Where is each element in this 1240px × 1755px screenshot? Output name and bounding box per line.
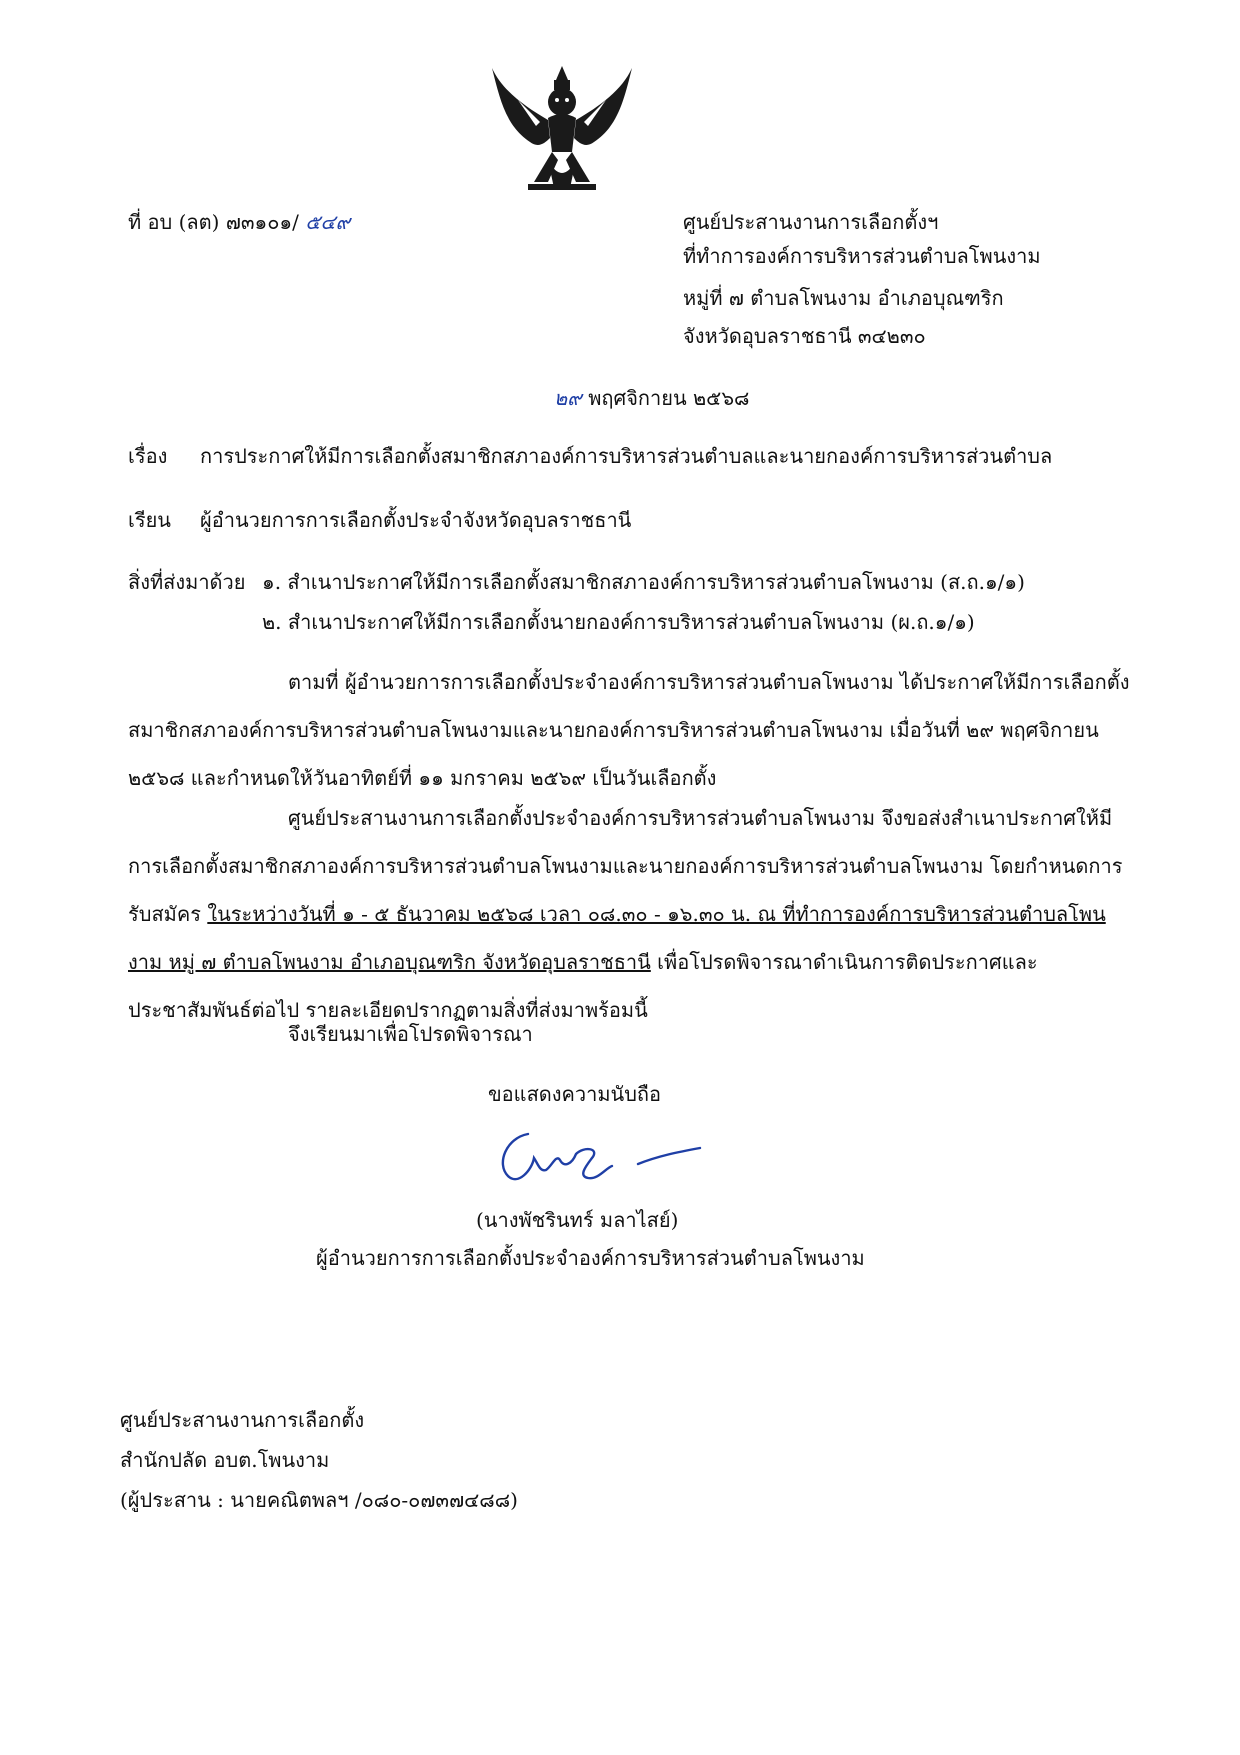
signer-title: ผู้อำนวยการการเลือกตั้งประจำองค์การบริหารส่วนตำบลโพนงาม (316, 1246, 865, 1270)
reference-handwritten-number: ๕๔๙ (305, 210, 351, 234)
footer-contact: (ผู้ประสาน : นายคณิตพลฯ /๐๘๐-๐๗๓๗๔๘๘) (120, 1488, 518, 1512)
subject-text: การประกาศให้มีการเลือกตั้งสมาชิกสภาองค์การบริหารส่วนตำบลและนายกองค์การบริหารส่วนตำบล (200, 444, 1053, 468)
registration-period-text: ในระหว่างวันที่ ๑ - ๕ ธันวาคม ๒๕๖๘ เวลา ๐๘.๓๐ - ๑๖.๓๐ น. ณ ที่ทำการองค์การบริหารส่วนตำบลโพนงาม หมู่ ๗ ตำบลโพนงาม อำเภอบุณฑริก จังหวัดอุบลราชธานี (128, 902, 1106, 974)
reference-prefix: ที่ อบ (ลต) ๗๓๑๐๑/ (128, 210, 299, 234)
enclosure-item: ๑. สำเนาประกาศให้มีการเลือกตั้งสมาชิกสภาองค์การบริหารส่วนตำบลโพนงาม (ส.ถ.๑/๑) (262, 570, 1025, 594)
enclosure-item: ๒. สำเนาประกาศให้มีการเลือกตั้งนายกองค์การบริหารส่วนตำบลโพนงาม (ผ.ถ.๑/๑) (262, 610, 975, 634)
recipient-text: ผู้อำนวยการการเลือกตั้งประจำจังหวัดอุบลราชธานี (200, 508, 632, 532)
enclosure-label: สิ่งที่ส่งมาด้วย (128, 570, 246, 594)
closing-request: จึงเรียนมาเพื่อโปรดพิจารณา (288, 1022, 533, 1046)
body-paragraph-2 (128, 794, 1134, 1034)
sender-address-line: ที่ทำการองค์การบริหารส่วนตำบลโพนงาม (683, 244, 1041, 268)
garuda-emblem-icon (488, 60, 636, 200)
body-paragraph-2-ending: เพื่อโปรดพิจารณาดำเนินการติดประกาศและประชาสัมพันธ์ต่อไป รายละเอียดปรากฏตามสิ่งที่ส่งมาพร้อมนี้ (128, 950, 1038, 1022)
date-month-year: พฤศจิกายน ๒๕๖๘ (588, 386, 750, 410)
sender-address-line: ศูนย์ประสานงานการเลือกตั้งฯ (683, 210, 939, 234)
date-day-handwritten: ๒๙ (554, 386, 582, 410)
footer-office: ศูนย์ประสานงานการเลือกตั้ง (120, 1408, 365, 1432)
signer-name: (นางพัชรินทร์ มลาไสย์) (476, 1208, 679, 1232)
footer-department: สำนักปลัด อบต.โพนงาม (120, 1448, 330, 1472)
letter-date (554, 382, 749, 414)
body-paragraph-2-text: ศูนย์ประสานงานการเลือกตั้งประจำองค์การบริหารส่วนตำบลโพนงาม จึงขอส่งสำเนาประกาศให้มีการเลือกตั้งสมาชิกสภาองค์การบริหารส่วนตำบลโพนงามและนายกองค์การบริหารส่วนตำบลโพนงาม โดยกำหนดการรับสมัคร (128, 806, 1123, 926)
sender-address-line: หมู่ที่ ๗ ตำบลโพนงาม อำเภอบุณฑริก (683, 286, 1004, 310)
sender-address-line: จังหวัดอุบลราชธานี ๓๔๒๓๐ (683, 324, 926, 348)
body-paragraph-1 (128, 658, 1134, 802)
reference-number (128, 206, 350, 238)
body-paragraph-1-text: ตามที่ ผู้อำนวยการการเลือกตั้งประจำองค์การบริหารส่วนตำบลโพนงาม ได้ประกาศให้มีการเลือกตั้งสมาชิกสภาองค์การบริหารส่วนตำบลโพนงามและนายกองค์การบริหารส่วนตำบลโพนงาม เมื่อวันที่ ๒๙ พฤศจิกายน ๒๕๖๘ และกำหนดให้วันอาทิตย์ที่ ๑๑ มกราคม ๒๕๖๙ เป็นวันเลือกตั้ง (128, 670, 1130, 790)
signature-icon (488, 1124, 708, 1194)
subject-label: เรื่อง (128, 444, 168, 468)
salutation: ขอแสดงความนับถือ (488, 1082, 662, 1106)
recipient-label: เรียน (128, 508, 171, 532)
